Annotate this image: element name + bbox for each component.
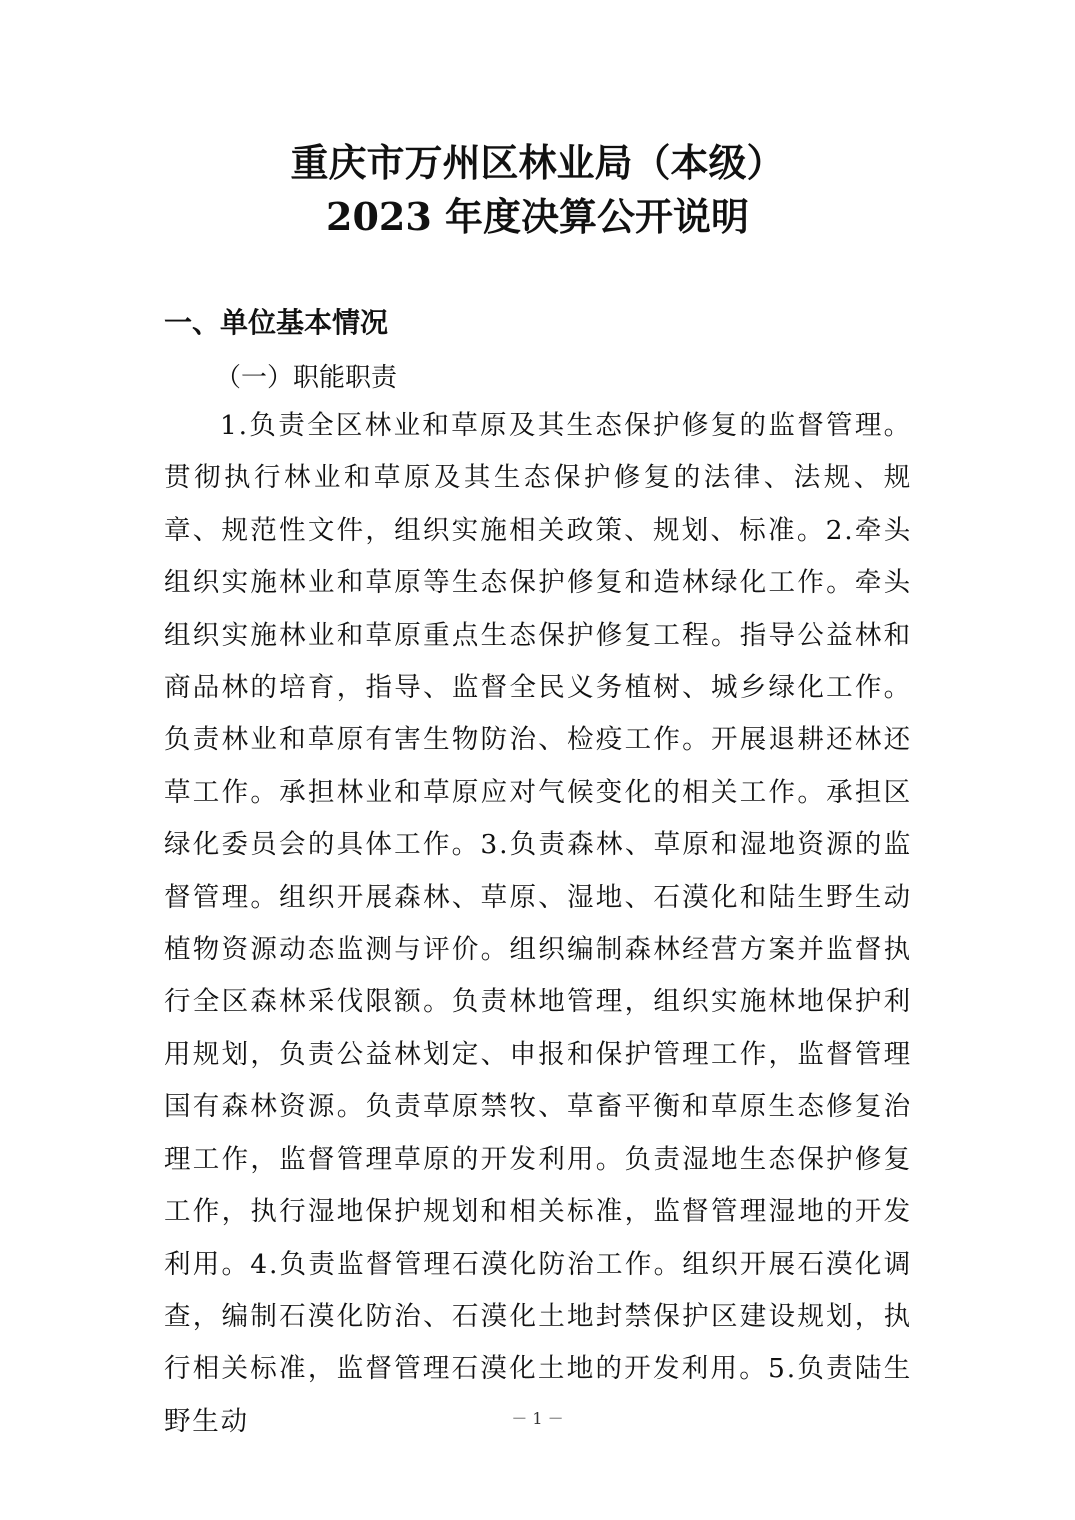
subsection-heading-functions-duties: （一）职能职责 [215, 363, 398, 393]
page-number: － 1 － [511, 1409, 564, 1428]
body-paragraph: 1.负责全区林业和草原及其生态保护修复的监督管理。贯彻执行林业和草原及其生态保护修复的法律、法规、规章、规范性文件，组织实施相关政策、规划、标准。2.牵头组织实施林业和草原等生态保护修复和造林绿化工作。牵头组织实施林业和草原重点生态保护修复工程。指导公益林和商品林的培育，指导、监督全民义务植树、城乡绿化工作。负责林业和草原有害生物防治、检疫工作。开展退耕还林还草工作。承担林业和草原应对气候变化的相关工作。承担区绿化委员会的具体工作。3.负责森林、草原和湿地资源的监督管理。组织开展森林、草原、湿地、石漠化和陆生野生动植物资源动态监测与评价。组织编制森林经营方案并监督执行全区森林采伐限额。负责林地管理，组织实施林地保护利用规划，负责公益林划定、申报和保护管理工作，监督管理国有森林资源。负责草原禁牧、草畜平衡和草原生态修复治理工作，监督管理草原的开发利用。负责湿地生态保护修复工作，执行湿地保护规划和相关标准，监督管理湿地的开发利用。4.负责监督管理石漠化防治工作。组织开展石漠化调查，编制石漠化防治、石漠化土地封禁保护区建设规划，执行相关标准，监督管理石漠化土地的开发利用。5.负责陆生野生动 [164, 410, 912, 1437]
document-title-line1: 重庆市万州区林业局（本级） [290, 140, 785, 185]
document-title-line2: 2023 年度决算公开说明 [326, 194, 749, 239]
section-heading-unit-basic-info: 一、单位基本情况 [164, 306, 389, 339]
